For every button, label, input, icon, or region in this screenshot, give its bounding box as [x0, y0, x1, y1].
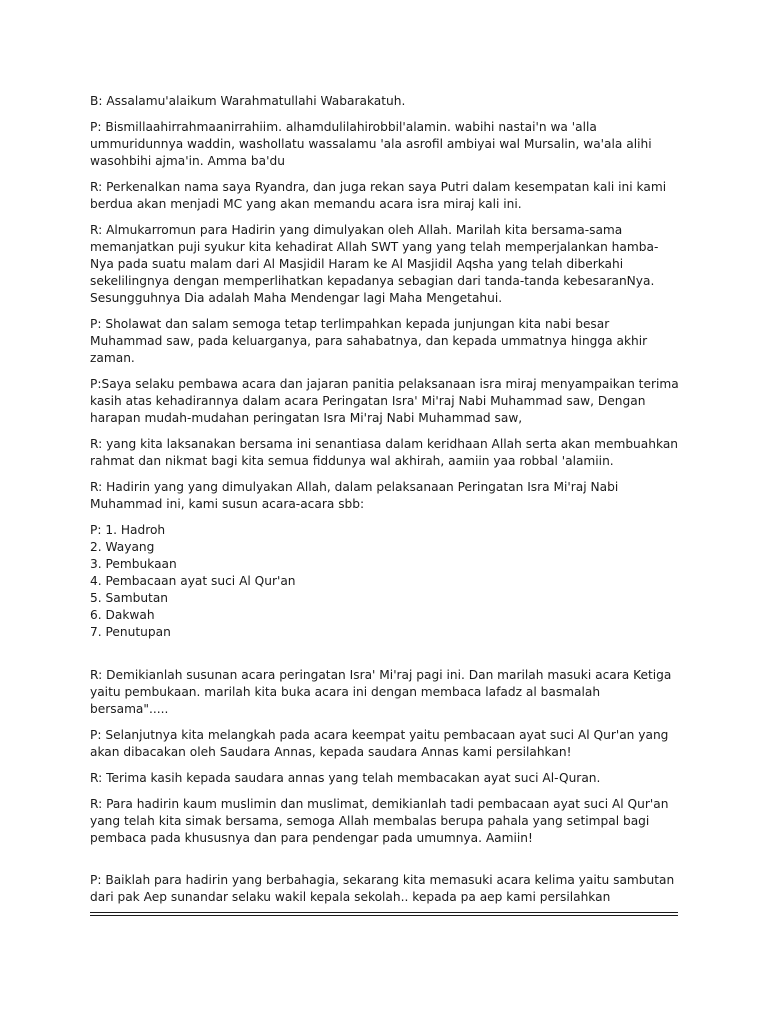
agenda-item: 2. Wayang [90, 540, 155, 554]
footer-rule-bottom [90, 915, 678, 916]
paragraph-opening-ceremony: R: Demikianlah susunan acara peringatan Isra' Mi'raj pagi ini. Dan marilah masuki acara Ketiga yaitu pembukaan. marilah kita buka acara ini dengan membaca lafadz al basmalah bersama"..... [90, 668, 672, 716]
paragraph-greeting: B: Assalamu'alaikum Warahmatullahi Wabarakatuh. [90, 94, 406, 108]
spacer [90, 651, 680, 667]
paragraph-praise: R: Almukarromun para Hadirin yang dimulyakan oleh Allah. Marilah kita bersama-sama memanjatkan puji syukur kita kehadirat Allah SWT yang yang telah memperjalankan hamba-Nya pada suatu malam dari Al Masjidil Haram ke Al Masjidil Aqsha yang telah diberkahi sekelilingnya dengan memperlihatkan kepadanya sebagian dari tanda-tanda kebesaranNya. Sesungguhnya Dia adalah Maha Mendengar lagi Maha Mengetahui. [90, 223, 659, 305]
agenda-item: 4. Pembacaan ayat suci Al Qur'an [90, 574, 296, 588]
paragraph-prayer: R: yang kita laksanakan bersama ini senantiasa dalam keridhaan Allah serta akan membuahkan rahmat dan nikmat bagi kita semua fiddunya wal akhirah, aamiin yaa robbal 'alamiin. [90, 437, 679, 468]
paragraph-quran-reading: P: Selanjutnya kita melangkah pada acara keempat yaitu pembacaan ayat suci Al Qur'an yang akan dibacakan oleh Saudara Annas, kepada saudara Annas kami persilahkan! [90, 728, 669, 759]
agenda-list [90, 522, 680, 641]
agenda-item: 3. Pembukaan [90, 557, 177, 571]
agenda-item: 5. Sambutan [90, 591, 169, 605]
paragraph-thanks-reader: R: Terima kasih kepada saudara annas yang telah membacakan ayat suci Al-Quran. [90, 771, 601, 785]
paragraph-speech-invite: P: Baiklah para hadirin yang berbahagia, sekarang kita memasuki acara kelima yaitu sambutan dari pak Aep sunandar selaku wakil kepala sekolah.. kepada pa aep kami persilahkan [90, 873, 675, 904]
paragraph-closing-quran: R: Para hadirin kaum muslimin dan muslimat, demikianlah tadi pembacaan ayat suci Al Qur'an yang telah kita simak bersama, semoga Allah membalas berupa pahala yang setimpal bagi pembaca pada khususnya dan para pendengar pada umumnya. Aamiin! [90, 797, 669, 845]
footer-rule-top [90, 912, 678, 913]
paragraph-sholawat: P: Sholawat dan salam semoga tetap terlimpahkan kepada junjungan kita nabi besar Muhammad saw, pada keluarganya, para sahabatnya, dan kepada ummatnya hingga akhir zaman. [90, 317, 648, 365]
document-body [90, 93, 680, 915]
agenda-item: 7. Penutupan [90, 625, 171, 639]
paragraph-thanks: P:Saya selaku pembawa acara dan jajaran panitia pelaksanaan isra miraj menyampaikan terima kasih atas kehadirannya dalam acara Peringatan Isra' Mi'raj Nabi Muhammad saw, Dengan harapan mudah-mudahan peringatan Isra Mi'raj Nabi Muhammad saw, [90, 377, 679, 425]
paragraph-introduction: R: Perkenalkan nama saya Ryandra, dan juga rekan saya Putri dalam kesempatan kali ini kami berdua akan menjadi MC yang akan memandu acara isra miraj kali ini. [90, 180, 667, 211]
paragraph-opening: P: Bismillaahirrahmaanirrahiim. alhamdulilahirobbil'alamin. wabihi nastai'n wa 'alla ummuridunnya waddin, washollatu wassalamu 'ala asrofil ambiyai wal Mursalin, wa'ala alihi wasohbihi ajma'in. Amma ba'du [90, 120, 652, 168]
spacer [90, 856, 680, 872]
paragraph-agenda-intro: R: Hadirin yang yang dimulyakan Allah, dalam pelaksanaan Peringatan Isra Mi'raj Nabi Muhammad ini, kami susun acara-acara sbb: [90, 480, 619, 511]
agenda-item: 6. Dakwah [90, 608, 155, 622]
agenda-item: P: 1. Hadroh [90, 523, 166, 537]
